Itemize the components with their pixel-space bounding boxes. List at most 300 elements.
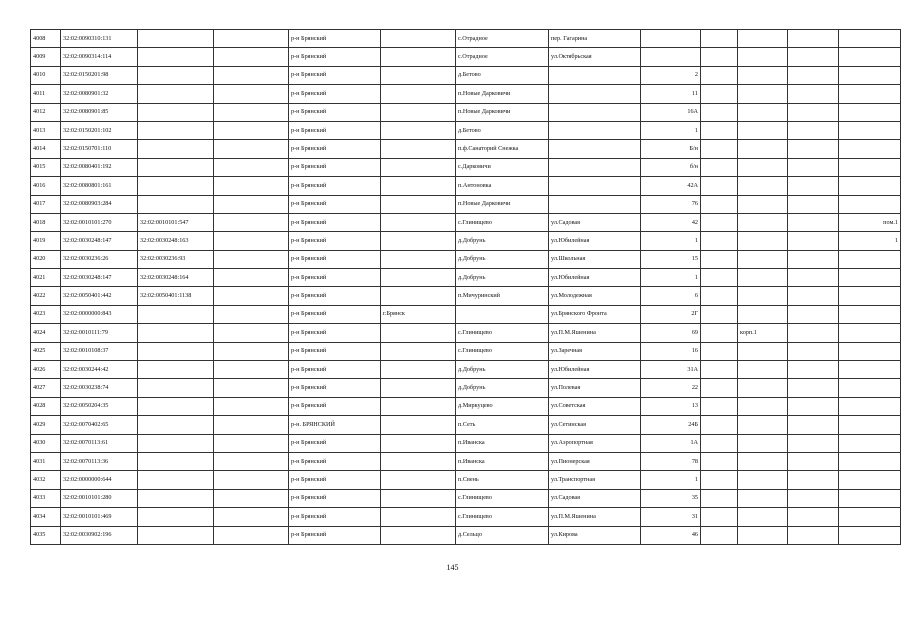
- extra-col-2-cell: [701, 195, 738, 213]
- settlement-cell: д.Добрунь: [456, 379, 549, 397]
- district-cell: р-н Брянский: [289, 471, 381, 489]
- cadastral-number-cell: 32:02:0080903:284: [61, 195, 138, 213]
- city-cell: [381, 526, 456, 544]
- row-number-cell: 4010: [31, 66, 61, 84]
- district-cell: р-н. БРЯНСКИЙ: [289, 416, 381, 434]
- city-cell: [381, 471, 456, 489]
- room-cell: [839, 526, 901, 544]
- settlement-cell: с.Глинищево: [456, 489, 549, 507]
- street-cell: [549, 103, 641, 121]
- city-cell: [381, 379, 456, 397]
- building-cell: [738, 232, 788, 250]
- extra-col-2-cell: [701, 508, 738, 526]
- related-cadastral-number-cell: [138, 195, 214, 213]
- settlement-cell: п.ф.Санаторий Снежка: [456, 140, 549, 158]
- extra-col-cell: [214, 250, 289, 268]
- extra-col-2-cell: [701, 489, 738, 507]
- building-cell: [738, 66, 788, 84]
- extra-col-cell: [214, 452, 289, 470]
- city-cell: [381, 103, 456, 121]
- street-cell: ул.Аэропортная: [549, 434, 641, 452]
- extra-col-2-cell: [701, 250, 738, 268]
- building-cell: [738, 30, 788, 48]
- room-cell: [839, 85, 901, 103]
- row-number-cell: 4032: [31, 471, 61, 489]
- cadastral-register-table: [30, 29, 901, 545]
- extra-col-2-cell: [701, 177, 738, 195]
- extra-col-3-cell: [788, 526, 839, 544]
- building-cell: [738, 342, 788, 360]
- district-cell: р-н Брянский: [289, 452, 381, 470]
- related-cadastral-number-cell: [138, 397, 214, 415]
- table-row: [31, 48, 901, 66]
- street-cell: ул.Школьная: [549, 250, 641, 268]
- cadastral-number-cell: 32:02:0080901:32: [61, 85, 138, 103]
- city-cell: [381, 269, 456, 287]
- extra-col-2-cell: [701, 361, 738, 379]
- cadastral-number-cell: 32:02:0030238:74: [61, 379, 138, 397]
- house-number-cell: 1: [641, 471, 701, 489]
- row-number-cell: 4026: [31, 361, 61, 379]
- related-cadastral-number-cell: [138, 489, 214, 507]
- settlement-cell: п.Сеть: [456, 416, 549, 434]
- table-row: [31, 526, 901, 544]
- related-cadastral-number-cell: [138, 158, 214, 176]
- table-row: [31, 30, 901, 48]
- table-row: [31, 324, 901, 342]
- row-number-cell: 4021: [31, 269, 61, 287]
- extra-col-2-cell: [701, 30, 738, 48]
- building-cell: [738, 434, 788, 452]
- extra-col-3-cell: [788, 140, 839, 158]
- house-number-cell: 16А: [641, 103, 701, 121]
- street-cell: ул.Брянского Фронта: [549, 305, 641, 323]
- building-cell: [738, 397, 788, 415]
- street-cell: ул.Юбилейная: [549, 269, 641, 287]
- district-cell: р-н Брянский: [289, 434, 381, 452]
- room-cell: [839, 434, 901, 452]
- row-number-cell: 4020: [31, 250, 61, 268]
- extra-col-2-cell: [701, 452, 738, 470]
- room-cell: [839, 103, 901, 121]
- city-cell: [381, 30, 456, 48]
- table-row: [31, 66, 901, 84]
- house-number-cell: 16: [641, 342, 701, 360]
- extra-col-3-cell: [788, 158, 839, 176]
- extra-col-2-cell: [701, 434, 738, 452]
- settlement-cell: п.Свень: [456, 471, 549, 489]
- house-number-cell: 11: [641, 85, 701, 103]
- table-row: [31, 287, 901, 305]
- house-number-cell: 1: [641, 269, 701, 287]
- related-cadastral-number-cell: [138, 66, 214, 84]
- building-cell: [738, 121, 788, 139]
- settlement-cell: п.Новые Дарковичи: [456, 195, 549, 213]
- table-row: [31, 379, 901, 397]
- cadastral-number-cell: 32:02:0150701:110: [61, 140, 138, 158]
- building-cell: [738, 48, 788, 66]
- extra-col-3-cell: [788, 342, 839, 360]
- building-cell: [738, 379, 788, 397]
- row-number-cell: 4031: [31, 452, 61, 470]
- street-cell: [549, 66, 641, 84]
- settlement-cell: д.Добрунь: [456, 250, 549, 268]
- cadastral-number-cell: 32:02:0150201:98: [61, 66, 138, 84]
- extra-col-cell: [214, 489, 289, 507]
- related-cadastral-number-cell: [138, 342, 214, 360]
- room-cell: [839, 489, 901, 507]
- city-cell: [381, 158, 456, 176]
- room-cell: пом.1: [839, 213, 901, 231]
- house-number-cell: 42: [641, 213, 701, 231]
- building-cell: [738, 85, 788, 103]
- house-number-cell: 1: [641, 232, 701, 250]
- building-cell: [738, 526, 788, 544]
- building-cell: [738, 269, 788, 287]
- table-row: [31, 158, 901, 176]
- house-number-cell: 6: [641, 287, 701, 305]
- building-cell: [738, 452, 788, 470]
- row-number-cell: 4022: [31, 287, 61, 305]
- table-row: [31, 213, 901, 231]
- cadastral-number-cell: 32:02:0000000:644: [61, 471, 138, 489]
- room-cell: [839, 158, 901, 176]
- related-cadastral-number-cell: [138, 177, 214, 195]
- cadastral-number-cell: 32:02:0010101:280: [61, 489, 138, 507]
- street-cell: ул.Кирова: [549, 526, 641, 544]
- house-number-cell: 31А: [641, 361, 701, 379]
- district-cell: р-н Брянский: [289, 526, 381, 544]
- district-cell: р-н Брянский: [289, 305, 381, 323]
- related-cadastral-number-cell: [138, 379, 214, 397]
- related-cadastral-number-cell: [138, 361, 214, 379]
- row-number-cell: 4015: [31, 158, 61, 176]
- city-cell: [381, 416, 456, 434]
- related-cadastral-number-cell: [138, 508, 214, 526]
- settlement-cell: д.Бетово: [456, 121, 549, 139]
- row-number-cell: 4009: [31, 48, 61, 66]
- building-cell: [738, 195, 788, 213]
- table-row: [31, 489, 901, 507]
- extra-col-3-cell: [788, 508, 839, 526]
- extra-col-3-cell: [788, 305, 839, 323]
- row-number-cell: 4033: [31, 489, 61, 507]
- district-cell: р-н Брянский: [289, 269, 381, 287]
- table-row: [31, 471, 901, 489]
- room-cell: [839, 287, 901, 305]
- city-cell: [381, 508, 456, 526]
- table-row: [31, 397, 901, 415]
- house-number-cell: 13: [641, 397, 701, 415]
- district-cell: р-н Брянский: [289, 177, 381, 195]
- extra-col-2-cell: [701, 305, 738, 323]
- house-number-cell: 76: [641, 195, 701, 213]
- district-cell: р-н Брянский: [289, 158, 381, 176]
- house-number-cell: 78: [641, 452, 701, 470]
- room-cell: [839, 250, 901, 268]
- row-number-cell: 4012: [31, 103, 61, 121]
- table-row: [31, 416, 901, 434]
- extra-col-2-cell: [701, 213, 738, 231]
- street-cell: пер. Гагарина: [549, 30, 641, 48]
- extra-col-2-cell: [701, 342, 738, 360]
- row-number-cell: 4014: [31, 140, 61, 158]
- settlement-cell: с.Глинищево: [456, 508, 549, 526]
- row-number-cell: 4018: [31, 213, 61, 231]
- room-cell: [839, 177, 901, 195]
- row-number-cell: 4011: [31, 85, 61, 103]
- extra-col-cell: [214, 379, 289, 397]
- extra-col-3-cell: [788, 232, 839, 250]
- street-cell: [549, 158, 641, 176]
- room-cell: [839, 121, 901, 139]
- house-number-cell: Б/н: [641, 140, 701, 158]
- extra-col-2-cell: [701, 324, 738, 342]
- cadastral-number-cell: 32:02:0070113:61: [61, 434, 138, 452]
- room-cell: [839, 452, 901, 470]
- settlement-cell: д.Сельцо: [456, 526, 549, 544]
- extra-col-3-cell: [788, 361, 839, 379]
- house-number-cell: 69: [641, 324, 701, 342]
- cadastral-number-cell: 32:02:0030248:147: [61, 269, 138, 287]
- row-number-cell: 4029: [31, 416, 61, 434]
- extra-col-3-cell: [788, 269, 839, 287]
- city-cell: [381, 342, 456, 360]
- street-cell: ул.Советская: [549, 397, 641, 415]
- cadastral-number-cell: 32:02:0080801:161: [61, 177, 138, 195]
- settlement-cell: с.Отрадное: [456, 30, 549, 48]
- city-cell: [381, 121, 456, 139]
- district-cell: р-н Брянский: [289, 508, 381, 526]
- district-cell: р-н Брянский: [289, 195, 381, 213]
- related-cadastral-number-cell: [138, 471, 214, 489]
- row-number-cell: 4027: [31, 379, 61, 397]
- related-cadastral-number-cell: [138, 85, 214, 103]
- street-cell: ул.Юбилейная: [549, 361, 641, 379]
- city-cell: [381, 213, 456, 231]
- settlement-cell: п.Иванска: [456, 452, 549, 470]
- cadastral-number-cell: 32:02:0150201:102: [61, 121, 138, 139]
- table-row: [31, 434, 901, 452]
- extra-col-2-cell: [701, 103, 738, 121]
- extra-col-3-cell: [788, 85, 839, 103]
- building-cell: [738, 140, 788, 158]
- related-cadastral-number-cell: [138, 434, 214, 452]
- table-body: [31, 30, 901, 545]
- district-cell: р-н Брянский: [289, 140, 381, 158]
- extra-col-2-cell: [701, 158, 738, 176]
- related-cadastral-number-cell: 32:02:0050401:1138: [138, 287, 214, 305]
- table-row: [31, 232, 901, 250]
- house-number-cell: [641, 30, 701, 48]
- cadastral-number-cell: 32:02:0090314:114: [61, 48, 138, 66]
- related-cadastral-number-cell: [138, 140, 214, 158]
- house-number-cell: 42А: [641, 177, 701, 195]
- room-cell: [839, 471, 901, 489]
- cadastral-number-cell: 32:02:0010101:270: [61, 213, 138, 231]
- district-cell: р-н Брянский: [289, 361, 381, 379]
- extra-col-3-cell: [788, 66, 839, 84]
- building-cell: [738, 213, 788, 231]
- table-row: [31, 508, 901, 526]
- extra-col-3-cell: [788, 471, 839, 489]
- room-cell: [839, 305, 901, 323]
- extra-col-cell: [214, 305, 289, 323]
- related-cadastral-number-cell: 32:02:0030248:164: [138, 269, 214, 287]
- room-cell: [839, 397, 901, 415]
- district-cell: р-н Брянский: [289, 30, 381, 48]
- building-cell: [738, 361, 788, 379]
- district-cell: р-н Брянский: [289, 287, 381, 305]
- extra-col-cell: [214, 416, 289, 434]
- row-number-cell: 4016: [31, 177, 61, 195]
- city-cell: [381, 397, 456, 415]
- row-number-cell: 4035: [31, 526, 61, 544]
- cadastral-number-cell: 32:02:0070113:36: [61, 452, 138, 470]
- extra-col-3-cell: [788, 177, 839, 195]
- extra-col-3-cell: [788, 103, 839, 121]
- street-cell: ул.Молодежная: [549, 287, 641, 305]
- settlement-cell: с.Глинищево: [456, 342, 549, 360]
- room-cell: [839, 269, 901, 287]
- room-cell: [839, 361, 901, 379]
- row-number-cell: 4025: [31, 342, 61, 360]
- table-row: [31, 305, 901, 323]
- street-cell: [549, 195, 641, 213]
- city-cell: [381, 177, 456, 195]
- street-cell: ул.Заречная: [549, 342, 641, 360]
- house-number-cell: 1: [641, 121, 701, 139]
- related-cadastral-number-cell: 32:02:0010101:547: [138, 213, 214, 231]
- district-cell: р-н Брянский: [289, 103, 381, 121]
- street-cell: ул.Пионерская: [549, 452, 641, 470]
- room-cell: [839, 195, 901, 213]
- related-cadastral-number-cell: [138, 526, 214, 544]
- house-number-cell: 46: [641, 526, 701, 544]
- table-row: [31, 342, 901, 360]
- extra-col-3-cell: [788, 48, 839, 66]
- building-cell: [738, 489, 788, 507]
- extra-col-3-cell: [788, 121, 839, 139]
- table-row: [31, 361, 901, 379]
- district-cell: р-н Брянский: [289, 324, 381, 342]
- street-cell: ул.П.М.Яшенина: [549, 508, 641, 526]
- room-cell: [839, 140, 901, 158]
- settlement-cell: п.Мичуринский: [456, 287, 549, 305]
- cadastral-number-cell: 32:02:0010108:37: [61, 342, 138, 360]
- house-number-cell: 2: [641, 66, 701, 84]
- extra-col-cell: [214, 177, 289, 195]
- city-cell: г.Брянск: [381, 305, 456, 323]
- street-cell: ул.Садовая: [549, 213, 641, 231]
- extra-col-cell: [214, 66, 289, 84]
- cadastral-number-cell: 32:02:0000000:843: [61, 305, 138, 323]
- room-cell: [839, 416, 901, 434]
- extra-col-cell: [214, 508, 289, 526]
- district-cell: р-н Брянский: [289, 48, 381, 66]
- cadastral-number-cell: 32:02:0070402:65: [61, 416, 138, 434]
- district-cell: р-н Брянский: [289, 232, 381, 250]
- extra-col-3-cell: [788, 397, 839, 415]
- city-cell: [381, 434, 456, 452]
- row-number-cell: 4023: [31, 305, 61, 323]
- building-cell: [738, 287, 788, 305]
- extra-col-cell: [214, 48, 289, 66]
- extra-col-cell: [214, 121, 289, 139]
- cadastral-number-cell: 32:02:0090310:131: [61, 30, 138, 48]
- city-cell: [381, 66, 456, 84]
- extra-col-cell: [214, 140, 289, 158]
- related-cadastral-number-cell: 32:02:0030236:93: [138, 250, 214, 268]
- district-cell: р-н Брянский: [289, 66, 381, 84]
- house-number-cell: б/н: [641, 158, 701, 176]
- extra-col-2-cell: [701, 232, 738, 250]
- extra-col-cell: [214, 342, 289, 360]
- table-row: [31, 103, 901, 121]
- district-cell: р-н Брянский: [289, 85, 381, 103]
- house-number-cell: 2Г: [641, 305, 701, 323]
- related-cadastral-number-cell: [138, 416, 214, 434]
- building-cell: [738, 103, 788, 121]
- extra-col-3-cell: [788, 30, 839, 48]
- related-cadastral-number-cell: [138, 305, 214, 323]
- settlement-cell: д.Миркуцево: [456, 397, 549, 415]
- district-cell: р-н Брянский: [289, 121, 381, 139]
- row-number-cell: 4013: [31, 121, 61, 139]
- street-cell: ул.Юбилейная: [549, 232, 641, 250]
- extra-col-3-cell: [788, 195, 839, 213]
- cadastral-number-cell: 32:02:0080401:192: [61, 158, 138, 176]
- extra-col-2-cell: [701, 526, 738, 544]
- extra-col-2-cell: [701, 287, 738, 305]
- street-cell: [549, 140, 641, 158]
- cadastral-number-cell: 32:02:0030248:147: [61, 232, 138, 250]
- house-number-cell: 24Б: [641, 416, 701, 434]
- table-row: [31, 121, 901, 139]
- city-cell: [381, 361, 456, 379]
- settlement-cell: д.Добрунь: [456, 232, 549, 250]
- city-cell: [381, 489, 456, 507]
- cadastral-number-cell: 32:02:0080901:85: [61, 103, 138, 121]
- extra-col-3-cell: [788, 434, 839, 452]
- extra-col-cell: [214, 361, 289, 379]
- city-cell: [381, 85, 456, 103]
- house-number-cell: 35: [641, 489, 701, 507]
- extra-col-cell: [214, 232, 289, 250]
- settlement-cell: [456, 305, 549, 323]
- settlement-cell: с.Дарковичи: [456, 158, 549, 176]
- row-number-cell: 4017: [31, 195, 61, 213]
- extra-col-2-cell: [701, 471, 738, 489]
- street-cell: ул.П.М.Яшенина: [549, 324, 641, 342]
- district-cell: р-н Брянский: [289, 342, 381, 360]
- street-cell: ул.Транспортная: [549, 471, 641, 489]
- building-cell: [738, 158, 788, 176]
- extra-col-3-cell: [788, 250, 839, 268]
- related-cadastral-number-cell: [138, 103, 214, 121]
- street-cell: [549, 121, 641, 139]
- extra-col-cell: [214, 213, 289, 231]
- row-number-cell: 4030: [31, 434, 61, 452]
- city-cell: [381, 324, 456, 342]
- street-cell: ул.Полевая: [549, 379, 641, 397]
- related-cadastral-number-cell: [138, 121, 214, 139]
- city-cell: [381, 452, 456, 470]
- extra-col-cell: [214, 324, 289, 342]
- cadastral-number-cell: 32:02:0010101:469: [61, 508, 138, 526]
- extra-col-cell: [214, 269, 289, 287]
- street-cell: ул.Сетинская: [549, 416, 641, 434]
